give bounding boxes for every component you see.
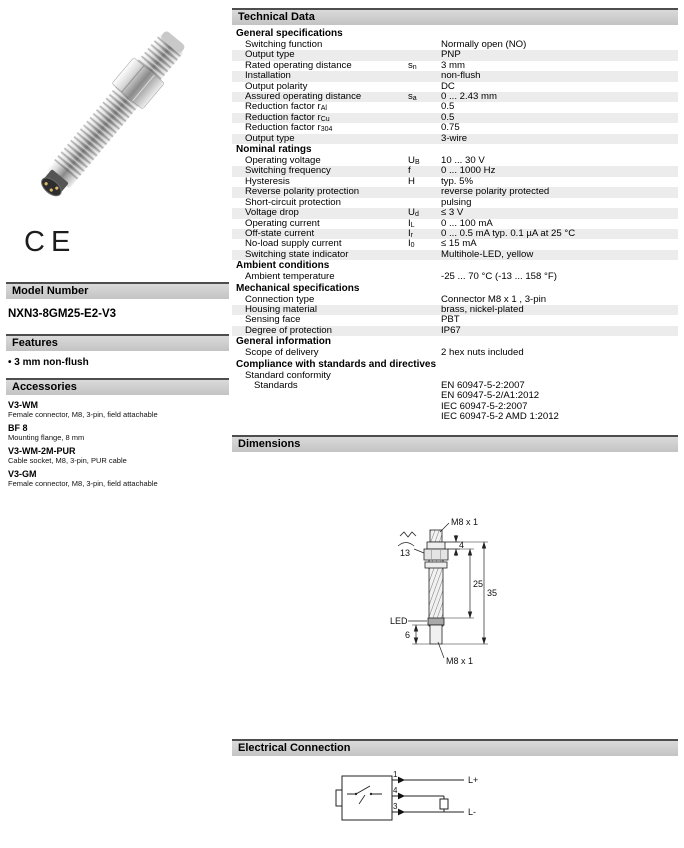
tech-row-label: Voltage drop [245, 207, 299, 219]
dim-label-4: 4 [459, 539, 465, 550]
dim-label-35: 35 [487, 587, 498, 598]
tech-row-label: Housing material [245, 303, 317, 315]
dim-washer-nut [425, 562, 447, 568]
tech-section-title: Mechanical specifications [236, 282, 360, 294]
tech-row-symbol [408, 250, 441, 260]
l-plus-label: L+ [468, 774, 479, 785]
tech-row-label: Sensing face [245, 314, 301, 326]
tech-row-value: ≤ 3 V [441, 207, 464, 219]
accessory-desc: Mounting flange, 8 mm [8, 433, 85, 442]
tech-row-value: 0.75 [441, 122, 460, 134]
sensing-face-symbol [336, 790, 342, 806]
tech-row-symbol [408, 348, 441, 358]
tech-row-value-line: EN 60947-5-2:2007 [441, 379, 525, 391]
tech-row-symbol: H [408, 175, 415, 187]
tech-row-symbol [408, 326, 441, 336]
tech-row [232, 272, 678, 282]
accessory-name: V3-WM-2M-PUR [8, 446, 76, 456]
dimensions-header: Dimensions [232, 435, 678, 452]
tech-section-title: General specifications [236, 28, 343, 39]
tech-row-symbol [408, 305, 441, 315]
dim-label-thread-bottom: M8 x 1 [446, 655, 474, 666]
tech-row-label: Assured operating distance [245, 91, 362, 103]
tech-row-value-line: IEC 60947-5-2 AMD 1:2012 [441, 411, 559, 423]
accessories-list [8, 400, 229, 488]
tech-row-value: Connector M8 x 1 , 3-pin [441, 293, 547, 305]
dim-led-band [428, 618, 444, 625]
features-header: Features [6, 334, 229, 351]
tech-row-value: 0.5 [441, 101, 455, 113]
accessory-name: BF 8 [8, 423, 28, 433]
dim-hex-nut [424, 549, 448, 560]
tech-row-label: Installation [245, 70, 291, 82]
tech-row-symbol [408, 187, 441, 197]
dim-label-led: LED [390, 615, 408, 626]
tech-section-title: Nominal ratings [236, 144, 312, 156]
switch-symbol [347, 786, 382, 804]
tech-row-label: No-load supply current [245, 238, 342, 250]
electrical-diagram [232, 756, 678, 831]
accessory-desc: Cable socket, M8, 3-pin, PUR cable [8, 456, 127, 465]
tech-row-symbol: $s_a$ [408, 91, 417, 103]
tech-row-label: Reduction factor $r_{304}$ [245, 122, 333, 134]
product-photo [8, 8, 222, 214]
tech-row-label: Reduction factor $r_{Cu}$ [245, 111, 330, 123]
tech-row-symbol [408, 315, 441, 325]
sensor-photo-illustration [8, 8, 222, 214]
technical-data-table [232, 28, 678, 423]
sensor-thread [54, 87, 139, 180]
tech-row-value: 10 ... 30 V [441, 155, 485, 167]
accessory-name: V3-WM [8, 400, 38, 410]
accessory-desc: Female connector, M8, 3-pin, field attachable [8, 410, 158, 419]
load-symbol [440, 799, 448, 809]
tech-row-value: brass, nickel-plated [441, 303, 524, 315]
tech-row-value: Normally open (NO) [441, 39, 527, 50]
tech-row-label: Reverse polarity protection [245, 186, 360, 198]
tech-row-value: -25 ... 70 °C (-13 ... 158 °F) [441, 271, 557, 283]
tech-row-symbol [408, 295, 441, 305]
dim-collar [427, 542, 445, 549]
tech-row-value: Multihole-LED, yellow [441, 248, 534, 260]
tech-row-label: Switching frequency [245, 165, 331, 177]
break-symbol [400, 532, 416, 537]
tech-row-symbol [408, 134, 441, 144]
tech-row-label: Ambient temperature [245, 271, 335, 283]
tech-row-label: Operating voltage [245, 155, 321, 167]
dimensions-drawing [232, 452, 678, 739]
right-column [232, 8, 678, 831]
tech-row [232, 348, 678, 358]
tech-row-value-line: IEC 60947-5-2:2007 [441, 400, 528, 412]
tech-row-value: DC [441, 80, 455, 92]
tech-row-symbol: f [408, 165, 411, 177]
tech-row-value: PBT [441, 314, 460, 326]
model-number-value: NXN3-8GM25-E2-V3 [8, 308, 117, 320]
tech-row [232, 381, 678, 423]
dim-threaded-barrel [429, 549, 443, 626]
pin4-label: 4 [393, 785, 398, 795]
tech-row-label: Connection type [245, 293, 315, 305]
l-minus-label: L- [468, 806, 477, 817]
tech-section-title: Ambient conditions [236, 260, 330, 272]
tech-row-label: Operating current [245, 217, 320, 229]
tech-row-value: pulsing [441, 196, 472, 208]
tech-row-value: PNP [441, 49, 461, 61]
tech-row-value: 3-wire [441, 132, 468, 144]
technical-data-header: Technical Data [232, 8, 678, 25]
dim-label-25: 25 [473, 578, 484, 589]
tech-row-label: Degree of protection [245, 324, 332, 336]
tech-row-label: Switching function [245, 39, 323, 50]
tech-row-label: Hysteresis [245, 175, 290, 187]
wiring-diagram-svg [332, 768, 502, 840]
dim-label-across-flats: 13 [400, 547, 411, 558]
dim-label-6: 6 [405, 629, 411, 640]
tech-row-label: Off-state current [245, 227, 315, 239]
tech-row-label: Scope of delivery [245, 347, 319, 359]
tech-row-symbol [408, 113, 441, 123]
feature-item: • 3 mm non-flush [8, 357, 229, 369]
tech-row-symbol: $U_d$ [408, 207, 419, 219]
tech-row [232, 134, 678, 144]
tech-subheader-label: Standard conformity [245, 369, 331, 381]
tech-row-value: non-flush [441, 70, 481, 82]
tech-row-value: typ. 5% [441, 175, 473, 187]
tech-row-label: Output polarity [245, 80, 308, 92]
pin1-label: 1 [393, 769, 398, 779]
tech-row [232, 208, 678, 218]
tech-row-label: Short-circuit protection [245, 196, 341, 208]
wire-1-arrow [398, 776, 405, 783]
tech-row-value: 2 hex nuts included [441, 347, 524, 359]
tech-row-value: 3 mm [441, 59, 465, 71]
model-number-header: Model Number [6, 282, 229, 299]
tech-row-value [441, 381, 678, 423]
tech-row-label: Reduction factor $r_{Al}$ [245, 101, 327, 113]
tech-row-label: Switching state indicator [245, 248, 349, 260]
tech-row-value: 0 ... 0.5 mA typ. 0.1 µA at 25 °C [441, 227, 576, 239]
dim-label-thread-top: M8 x 1 [451, 516, 479, 527]
tech-row-value: ≤ 15 mA [441, 238, 477, 250]
tech-row-symbol [408, 123, 441, 133]
tech-row-label: Standards [254, 379, 298, 391]
tech-row-symbol: $I_r$ [408, 227, 414, 239]
electrical-connection-header: Electrical Connection [232, 739, 678, 756]
wire-3-arrow [398, 808, 405, 815]
tech-section-title: Compliance with standards and directives [236, 358, 437, 370]
tech-row [232, 250, 678, 260]
pin3-label: 3 [393, 801, 398, 811]
tech-row-label: Output type [245, 49, 295, 61]
tech-row-symbol: $I_L$ [408, 217, 415, 229]
tech-row-symbol: $s_n$ [408, 59, 417, 71]
accessory-desc: Female connector, M8, 3-pin, field attachable [8, 479, 158, 488]
ce-mark: CE [24, 226, 77, 258]
tech-row-label: Rated operating distance [245, 59, 352, 71]
tech-row-symbol [408, 71, 441, 81]
tech-row-value: IP67 [441, 324, 461, 336]
tech-row-label: Output type [245, 132, 295, 144]
accessory-name: V3-GM [8, 469, 37, 479]
features-list [8, 357, 229, 369]
tech-row-value: 0 ... 1000 Hz [441, 165, 496, 177]
tech-section-title: General information [236, 336, 332, 348]
tech-row-value: 0 ... 100 mA [441, 217, 493, 229]
tech-row-symbol [408, 40, 441, 50]
tech-row-value: 0 ... 2.43 mm [441, 91, 497, 103]
across-flats-symbol [398, 542, 414, 546]
dim-sensing-tip [430, 625, 442, 644]
left-column [6, 8, 229, 488]
tech-row-symbol [408, 102, 441, 112]
tech-row-symbol [408, 381, 441, 423]
dimension-drawing-svg [384, 506, 574, 678]
tech-row [232, 326, 678, 336]
accessories-header: Accessories [6, 378, 229, 395]
tech-row-symbol: $U_B$ [408, 155, 420, 167]
tech-row-symbol: $I_0$ [408, 238, 415, 250]
sensor-box [342, 776, 392, 820]
tech-row-symbol [408, 272, 441, 282]
tech-row-value: 0.5 [441, 111, 455, 123]
tech-row-value: reverse polarity protected [441, 186, 550, 198]
wire-4-arrow [398, 792, 405, 799]
tech-row-value-line: EN 60947-5-2/A1:2012 [441, 390, 540, 402]
